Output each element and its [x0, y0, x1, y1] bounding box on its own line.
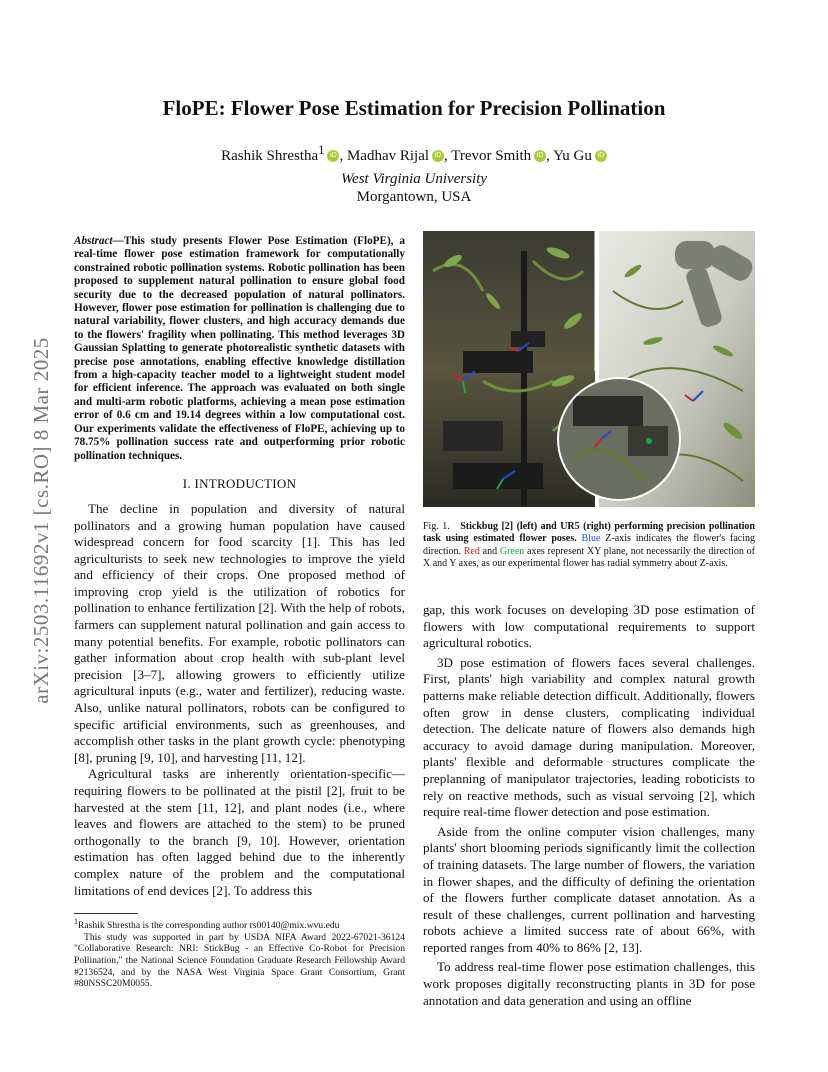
- location: Morgantown, USA: [356, 189, 472, 205]
- affiliation: West Virginia University: [340, 171, 488, 187]
- caption-blue: Blue: [581, 533, 601, 545]
- abstract-text: —This study presents Flower Pose Estimation (FloPE), a real-time flower pose estimation framework for computationally constrained robotic pollination systems. Robotic pollination has been proposed to supplement natural pollination to ensure global food security due to the decreased population of natural pollinators. However, flower pose estimation for pollination is challenging due to natural variability, flower clusters, and high accuracy demands due to the flowers' fragility when pollinating. This method leverages 3D Gaussian Splatting to generate photorealistic synthetic datasets with precise pose annotations, enabling effective knowledge distillation from a high-capacity teacher model to a lightweight student model for efficient inference. The approach was evaluated on both single and multi-arm robotic platforms, achieving a mean pose estimation error of 0.6 cm and 19.14 degrees within a low computational cost. Our experiments validate the effectiveness of FloPE, achieving up to 78.75% pollination success rate and outperforming prior robotic pollination techniques.: [74, 235, 405, 462]
- author-name: Yu Gu: [553, 148, 592, 164]
- orcid-icon[interactable]: iD: [534, 150, 546, 162]
- paragraph: Aside from the online computer vision challenges, many plants' short blooming periods significantly limit the collection of training datasets. The large number of flowers, the variation in flower shapes, and the difficulty of defining the orientation of the flowers further complicate dataset annotation. As a result of these challenges, current pollination and harvesting robots achieve a limited success rate of about 66%, with reported ranges from 40% to 86% [2, 13].: [423, 823, 755, 955]
- paragraph: The decline in population and diversity of natural pollinators and a growing human population have caused widespread concern for food scarcity [1]. This has led agriculturists to seek new technologies to improve the yield and efficiency of their crops. One proposed method of improving crop yield is the utilization of robotics for pollination to enhance fertilization [2]. With the help of robots, farmers can supplement natural pollination and gain access to many potential benefits. For example, robotic pollinators can gather information about crop health with sub-plant level precision [3–7], allowing growers to efficiently utilize agricultural inputs (e.g., water and fertilizer), reducing waste. Also, unlike natural pollinators, robots can be configured to specific artificial environments, such as greenhouses, and accomplish other tasks in the plant growth cycle: phenotyping [8], pruning [9, 10], and harvesting [11, 12].: [74, 500, 405, 765]
- paragraph: 3D pose estimation of flowers faces several challenges. First, plants' high variability and complex natural growth patterns make reliable detection difficult. Additionally, flowers often grow in dense clusters, complicating individual detection. The delicate nature of flowers also demands high accuracy to avoid damage during manipulation. Moreover, plants' flexible and deformable structures complicate the preplanning of manipulator trajectories, leading roboticists to rely on reactive methods, such as visual servoing [2], which require real-time flower detection and pose estimation.: [423, 654, 755, 820]
- abstract-label: Abstract: [74, 235, 113, 247]
- caption-text: and: [479, 545, 500, 557]
- left-column: [74, 235, 405, 899]
- abstract: [74, 235, 405, 463]
- section-heading: I. INTRODUCTION: [182, 475, 297, 491]
- footnote-2: This study was supported in part by USDA NIFA Award 2022-67021-36124 "Collaborative Research: NRI: StickBug - an Effective Co-Robot for Precision Pollination," the National Science Foundation Graduate Research Fellowship Award #2136524, and by the NASA West Virginia Space Grant Consortium, Grant #80NSSC20M0055.: [74, 931, 405, 990]
- arxiv-sidebar: [22, 290, 60, 750]
- author-name: Madhav Rijal: [346, 148, 430, 164]
- author-name: Trevor Smith: [451, 148, 532, 164]
- caption-text: axes represent XY plane, not necessarily the direction of X and Y axes, as our experimental flower has radial symmetry about Z-axis.: [423, 545, 755, 570]
- footnote-1: $^1$Rashik Shrestha is the corresponding author rs00140@mix.wvu.edu: [74, 917, 340, 932]
- author-list: Rashik Shrestha$^1$ iD , Madhav Rijal iD , Trevor Smith iD , Yu Gu iD: [0, 143, 828, 165]
- orcid-icon[interactable]: iD: [595, 150, 607, 162]
- caption-green: Green: [499, 545, 525, 557]
- right-column: [423, 602, 755, 1009]
- figure-1-photo: [423, 231, 755, 507]
- caption-text: Z-axis indicates the flower's facing direction.: [423, 533, 756, 557]
- orcid-icon[interactable]: iD: [327, 150, 339, 162]
- author-sup: 1: [318, 143, 325, 157]
- paragraph: gap, this work focuses on developing 3D pose estimation of flowers with low computational requirements to support agricultural robotics.: [423, 602, 755, 651]
- paper-title: FloPE: Flower Pose Estimation for Precision Pollination: [162, 96, 666, 120]
- caption-red: Red: [463, 545, 480, 557]
- orcid-icon[interactable]: iD: [432, 150, 444, 162]
- paragraph: Agricultural tasks are inherently orientation-specific—requiring flowers to be pollinated at the pistil [2], fruit to be harvested at the stem [11, 12], and plant nodes (i.e., where leaves and flowers are attached to the stem) to be pruned orthogonally to the branch [9, 10]. However, orientation estimation has often lagged behind due to the inherently complex nature of the problem and the computational limitations of end devices [2]. To address this: [74, 766, 405, 898]
- caption-bold: Stickbug [2] (left) and UR5 (right) performing precision pollination task using estimated flower poses.: [423, 521, 755, 545]
- author-name: Rashik Shrestha: [221, 148, 319, 164]
- arxiv-id: arXiv:2503.11692v1 [cs.RO] 8 Mar 2025: [28, 336, 53, 704]
- footnotes: [74, 916, 405, 990]
- footnote-rule: [74, 913, 138, 914]
- figure-label: Fig. 1.: [423, 521, 450, 532]
- paragraph: To address real-time flower pose estimation challenges, this work proposes digitally reconstructing plants in 3D for pose annotation and data generation and using an offline: [423, 959, 755, 1008]
- figure-caption: [423, 521, 755, 571]
